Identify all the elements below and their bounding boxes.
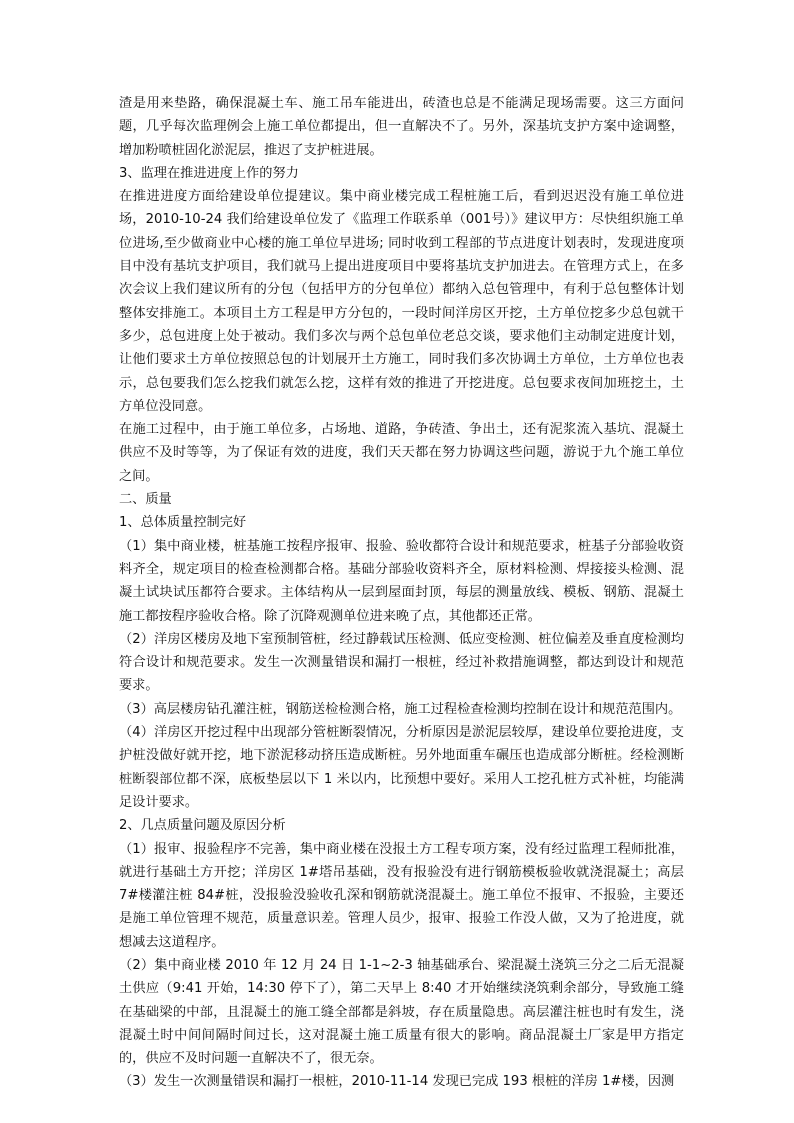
heading-overall-quality: 1、总体质量控制完好: [119, 515, 247, 531]
paragraph-issue-1: （1）报审、报验程序不完善，集中商业楼在没报土方工程专项方案，没有经过监理工程师批准，就进行基础土方开挖；洋房区 1#塔吊基础，没有报验没有进行钢筋模板验收就浇混凝土；高层 7#楼灌注桩 84#桩，没报验没验收孔深和钢筋就浇混凝土。施工单位不报审、不报验，主要还是施工单位管理不规范，质量意识差。管理人员少，报审、报验工作没人做，又为了抢进度，就想减去这道程序。: [119, 841, 684, 950]
paragraph-site-issues: 渣是用来垫路，确保混凝土车、施工吊车能进出，砖渣也总是不能满足现场需要。这三方面问题，几乎每次监理例会上施工单位都提出，但一直解决不了。另外，深基坑支护方案中途调整，增加粉喷桩固化淤泥层，推迟了支护桩进展。: [119, 96, 684, 158]
document-body: [119, 92, 684, 1094]
paragraph-quality-item-2: （2）洋房区楼房及地下室预制管桩，经过静载试压检测、低应变检测、桩位偏差及垂直度检测均符合设计和规范要求。发生一次测量错误和漏打一根桩，经过补救措施调整，都达到设计和规范要求。: [119, 631, 684, 694]
paragraph-quality-item-3: （3）高层楼房钻孔灌注桩，钢筋送检检测合格，施工过程检查检测均控制在设计和规范范围内。: [119, 701, 682, 717]
heading-progress-efforts: 3、监理在推进进度上作的努力: [119, 165, 299, 181]
heading-quality: 二、质量: [119, 492, 172, 508]
paragraph-progress-suggestions: 在推进进度方面给建设单位提建议。集中商业楼完成工程桩施工后，看到迟迟没有施工单位进场，2010-10-24 我们给建设单位发了《监理工作联系单（001号）》建议甲方：尽快组织施工单位进场,至少做商业中心楼的施工单位早进场; 同时收到工程部的节点进度计划表时，发现进度项目中没有基坑支护项目，我们就马上提出进度项目中要将基坑支护加进去。在管理方式上，在多次会议上我们建议所有的分包（包括甲方的分包单位）都纳入总包管理中，有利于总包整体计划整体安排施工。本项目土方工程是甲方分包的，一段时间洋房区开挖，土方单位挖多少总包就干多少，总包进度上处于被动。我们多次与两个总包单位老总交谈，要求他们主动制定进度计划，让他们要求土方单位按照总包的计划展开土方施工，同时我们多次协调土方单位，土方单位也表示，总包要我们怎么挖我们就怎么挖，这样有效的推进了开挖进度。总包要求夜间加班挖土，土方单位没同意。: [119, 189, 684, 414]
heading-quality-issues: 2、几点质量问题及原因分析: [119, 818, 286, 834]
paragraph-quality-item-4: （4）洋房区开挖过程中出现部分管桩断裂情况，分析原因是淤泥层较厚，建设单位要抢进度，支护桩没做好就开挖，地下淤泥移动挤压造成断桩。另外地面重车碾压也造成部分断桩。经检测断桩断裂部位都不深，底板垫层以下 1 米以内，比预想中要好。采用人工挖孔桩方式补桩，均能满足设计要求。: [119, 725, 684, 810]
paragraph-issue-3: （3）发生一次测量错误和漏打一根桩，2010-11-14 发现已完成 193 根桩的洋房 1#楼，因测: [119, 1074, 675, 1090]
paragraph-coordination: 在施工过程中，由于施工单位多，占场地、道路，争砖渣、争出土，还有泥浆流入基坑、混凝土供应不及时等等，为了保证有效的进度，我们天天都在努力协调这些问题，游说于九个施工单位之间。: [119, 422, 684, 484]
paragraph-quality-item-1: （1）集中商业楼，桩基施工按程序报审、报验、验收都符合设计和规范要求，桩基子分部验收资料齐全，规定项目的检查检测都合格。基础分部验收资料齐全，原材料检测、焊接接头检测、混凝土试块试压都符合要求。主体结构从一层到屋面封顶，每层的测量放线、模板、钢筋、混凝土施工都按程序验收合格。除了沉降观测单位进来晚了点，其他都还正常。: [119, 538, 684, 624]
paragraph-issue-2: （2）集中商业楼 2010 年 12 月 24 日 1-1~2-3 轴基础承台、梁混凝土浇筑三分之二后无混凝土供应（9:41 开始，14:30 停下了），第二天早上 8:40 才开始继续浇筑剩余部分，导致施工缝在基础梁的中部，且混凝土的施工缝全部都是斜坡，存在质量隐患。高层灌注桩也时有发生，浇混凝土时中间间隔时间过长，这对混凝土施工质量有很大的影响。商品混凝土厂家是甲方指定的，供应不及时问题一直解决不了，很无奈。: [119, 957, 684, 1067]
